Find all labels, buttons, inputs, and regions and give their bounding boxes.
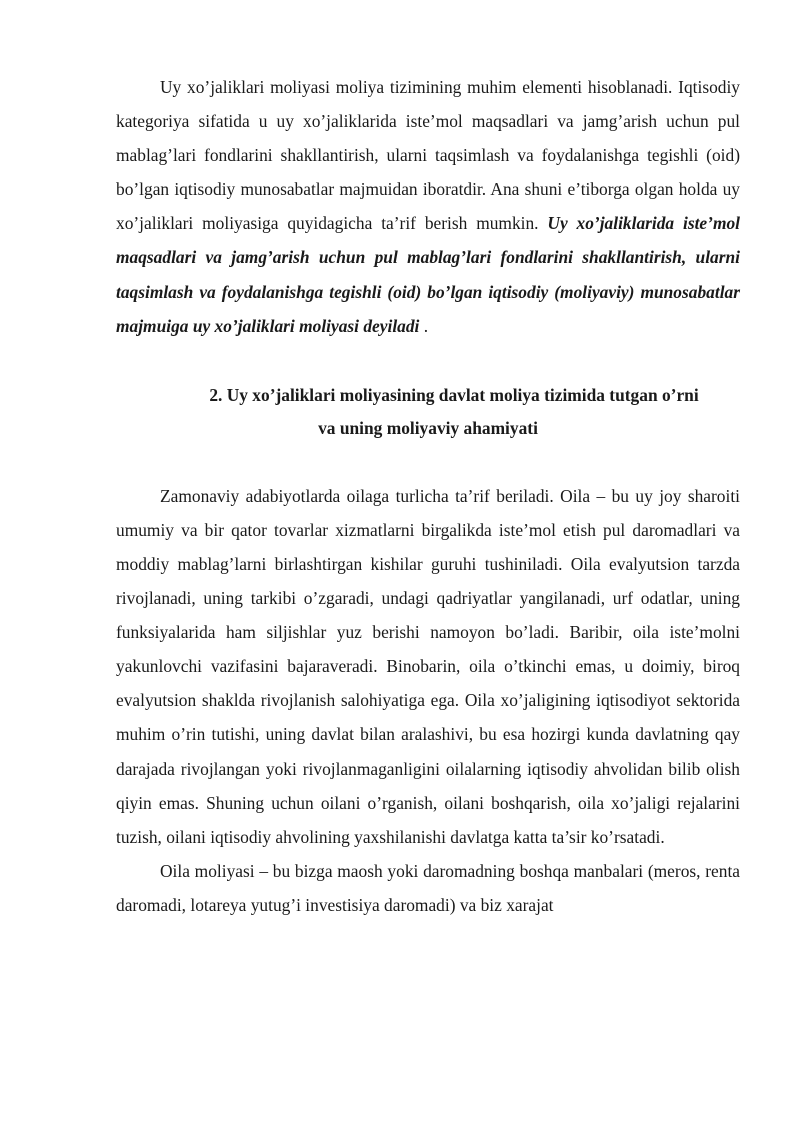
document-page: [116, 70, 740, 922]
paragraph-family: Zamonaviy adabiyotlarda oilaga turlicha ta’rif beriladi. Oila – bu uy joy sharoiti umumiy va bir qator tovarlar xizmatlarni birgalikda iste’mol etish pul daromadlari va moddiy mablag’larni birlashtirgan kishilar guruhi tushiniladi. Oila evalyutsion tarzda rivojlanadi, uning tarkibi o’zgaradi, undagi qadriyatlar yangilanadi, urf odatlar, uning funksiyalarida ham siljishlar yuz berishi namoyon bo’ladi. Baribir, oila iste’molni yakunlovchi vazifasini bajaraveradi. Binobarin, oila o’tkinchi emas, u doimiy, biroq evalyutsion shaklda rivojlanish salohiyatiga ega. Oila xo’jaligining iqtisodiyot sektorida muhim o’rin tutishi, uning davlat bilan aralashivi, bu esa hozirgi kunda davlatning qay darajada rivojlangan yoki rivojlanmaganligini oilalarning iqtisodiy ahvolidan bilib olish qiyin emas. Shuning uchun oilani o’rganish, oilani boshqarish, oila xo’jaligi rejalarini tuzish, oilani iqtisodiy ahvolining yaxshilanishi davlatga katta ta’sir ko’rsatadi.: [116, 485, 740, 847]
definition-emphasis: Uy xo’jaliklarida iste’mol maqsadlari va jamg’arish uchun pul mablag’lari fondlarini shakllantirish, ularni taqsimlash va foydalanishga tegishli (oid) bo’lgan iqtisodiy (moliyaviy) munosabatlar majmuiga uy xo’jaliklari moliyasi deyiladi: [116, 213, 740, 336]
paragraph-intro: [116, 70, 740, 343]
section-heading: [116, 379, 740, 445]
section-heading-line1: 2. Uy xo’jaliklari moliyasining davlat moliya tizimida tutgan o’rni: [209, 384, 699, 405]
section-heading-line2: va uning moliyaviy ahamiyati: [318, 417, 538, 438]
paragraph-family-finance: Oila moliyasi – bu bizga maosh yoki daromadning boshqa manbalari (meros, renta daromadi, lotareya yutug’i investisiya daromadi) va biz xarajat: [116, 860, 740, 915]
paragraph-intro-tail: .: [419, 315, 429, 336]
paragraph-intro-text: Uy xo’jaliklari moliyasi moliya tizimining muhim elementi hisoblanadi. Iqtisodiy kategoriya sifatida u uy xo’jaliklarida iste’mol maqsadlari va jamg’arish uchun pul mablag’lari fondlarini shakllantirish, ularni taqsimlash va foydalanishga tegishli (oid) bo’lgan iqtisodiy munosabatlar majmuidan iboratdir. Ana shuni e’tiborga olgan holda uy xo’jaliklari moliyasiga quyidagicha ta’rif berish mumkin.: [116, 77, 740, 234]
